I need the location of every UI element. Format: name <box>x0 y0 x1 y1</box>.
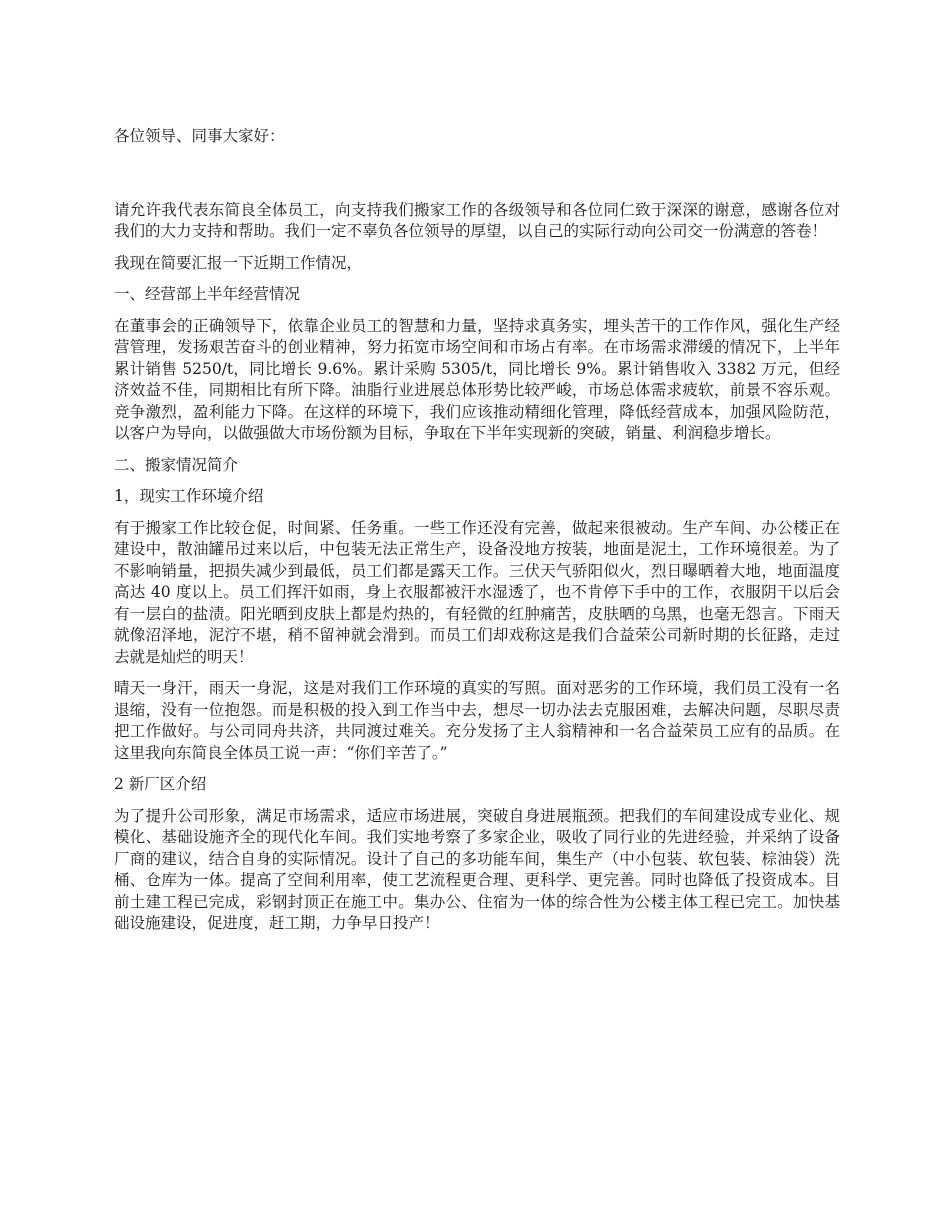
paragraph-thanks: 请允许我代表东简良全体员工，向支持我们搬家工作的各级领导和各位同仁致于深深的谢意，感谢各位对我们的大力支持和帮助。我们一定不辜负各位领导的厚望，以自己的实际行动向公司交一份满意的答卷！ <box>114 200 840 240</box>
greeting-line: 各位领导、同事大家好： <box>114 127 285 145</box>
subheading-new-plant: 2 新厂区介绍 <box>114 775 207 793</box>
paragraph-report-intro: 我现在简要汇报一下近期工作情况， <box>114 253 363 272</box>
subheading-work-environment: 1，现实工作环境介绍 <box>114 487 264 505</box>
section-heading-operations: 一、经营部上半年经营情况 <box>114 285 301 303</box>
paragraph-work-environment: 有于搬家工作比较仓促，时间紧、任务重。一些工作还没有完善，做起来很被动。生产车间、办公楼正在建设中，散油罐吊过来以后，中包装无法正常生产，设备没地方按装，地面是泥土，工作环境很差。为了不影响销量，把损失减少到最低，员工们都是露天工作。三伏天气骄阳似火，烈日曝晒着大地，地面温度高达 40 度以上。员工们挥汗如雨，身上衣服都被汗水湿透了，也不肯停下手中的工作，衣服阴干以后会有一层白的盐渍。阳光晒到皮肤上都是灼热的，有轻微的红肿痛苦，皮肤晒的乌黑，也毫无怨言。下雨天就像沼泽地，泥泞不堪，稍不留神就会滑到。而员工们却戏称这是我们合益荣公司新时期的长征路，走过去就是灿烂的明天！ <box>114 518 840 666</box>
section-heading-relocation: 二、搬家情况简介 <box>114 455 239 474</box>
paragraph-employee-spirit: 晴天一身汗，雨天一身泥，这是对我们工作环境的真实的写照。面对恶劣的工作环境，我们员工没有一名退缩，没有一位抱怨。而是积极的投入到工作当中去，想尽一切办法去克服困难，去解决问题，尽职尽责把工作做好。与公司同舟共济，共同渡过难关。充分发扬了主人翁精神和一名合益荣员工应有的品质。在这里我向东简良全体员工说一声：“你们辛苦了。” <box>114 679 840 762</box>
paragraph-operations: 在董事会的正确领导下，依靠企业员工的智慧和力量，坚持求真务实，埋头苦干的工作作风，强化生产经营管理，发扬艰苦奋斗的创业精神，努力拓宽市场空间和市场占有率。在市场需求滞缓的情况下，上半年累计销售 5250/t，同比增长 9.6%。累计采购 5305/t，同比增长 9%。累计销售收入 3382 万元，但经济效益不佳，同期相比有所下降。油脂行业进展总体形势比较严峻，市场总体需求疲软，前景不容乐观。竞争激烈，盈利能力下降。在这样的环境下，我们应该推动精细化管理，降低经营成本，加强风险防范，以客户为导向，以做强做大市场份额为目标，争取在下半年实现新的突破，销量、利润稳步增长。 <box>114 316 840 442</box>
paragraph-new-plant: 为了提升公司形象，满足市场需求，适应市场进展，突破自身进展瓶颈。把我们的车间建设成专业化、规模化、基础设施齐全的现代化车间。我们实地考察了多家企业，吸收了同行业的先进经验，并采纳了设备厂商的建议，结合自身的实际情况。设计了自己的多功能车间，集生产（中小包装、软包装、棕油袋）洗桶、仓库为一体。提高了空间利用率，使工艺流程更合理、更科学、更完善。同时也降低了投资成本。目前土建工程已完成，彩钢封顶正在施工中。集办公、住宿为一体的综合性为公楼主体工程已完工。加快基础设施建设，促进度，赶工期，力争早日投产！ <box>114 806 840 932</box>
document-body <box>114 126 840 945</box>
